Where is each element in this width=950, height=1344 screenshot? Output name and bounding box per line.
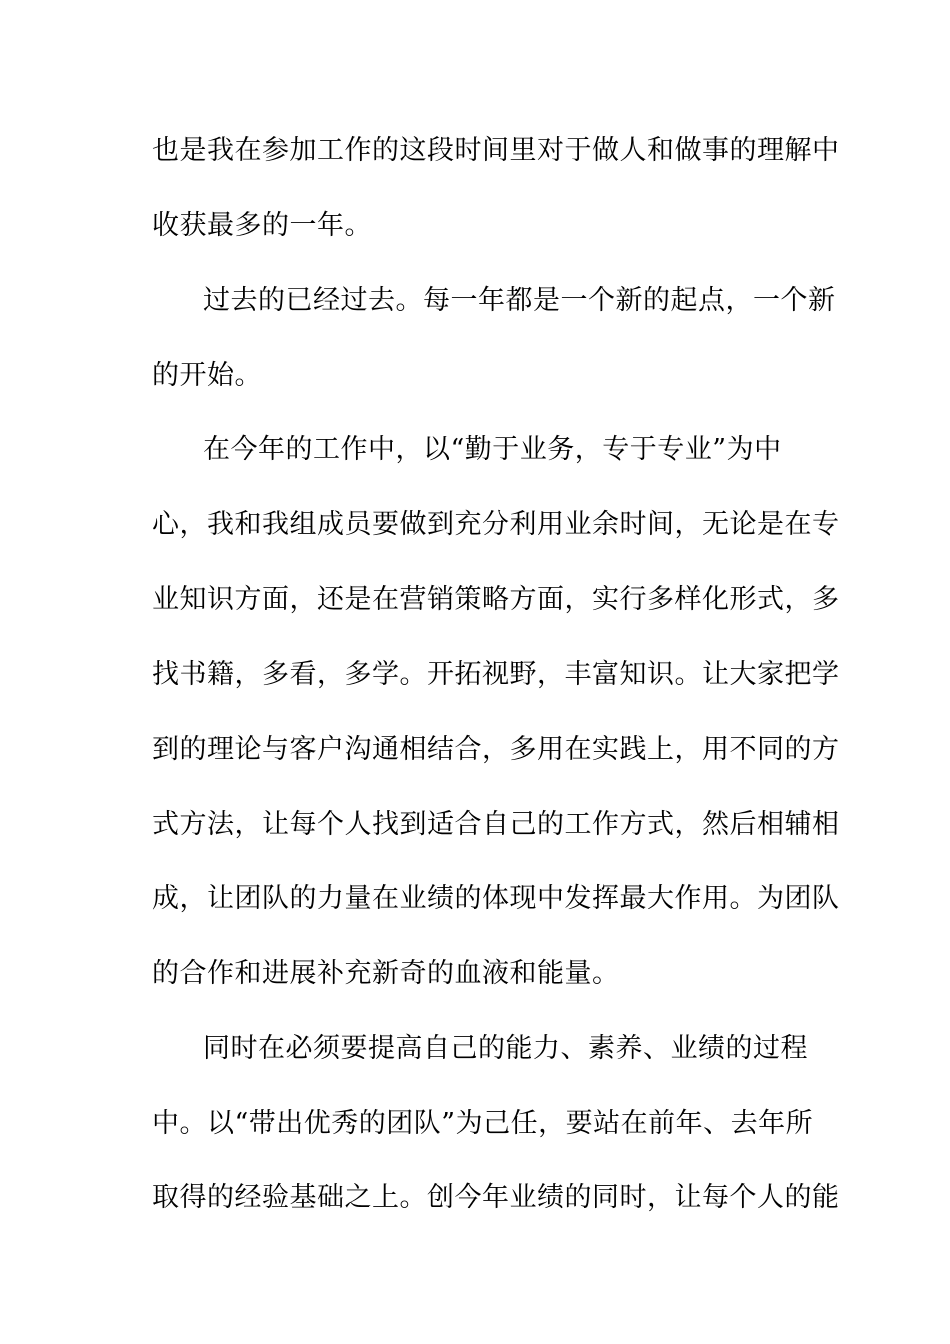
text-line: 的合作和进展补充新奇的血液和能量。 (152, 958, 620, 989)
text-line: 成，让团队的力量在业绩的体现中发挥最大作用。为团队 (152, 883, 840, 914)
text-line: 业知识方面，还是在营销策略方面，实行多样化形式，多 (152, 584, 840, 615)
text-line: 到的理论与客户沟通相结合，多用在实践上，用不同的方 (152, 734, 840, 765)
text-line: 找书籍，多看，多学。开拓视野，丰富知识。让大家把学 (152, 659, 840, 690)
text-line: 中。以“带出优秀的团队”为己任，要站在前年、去年所 (152, 1108, 814, 1139)
text-line: 式方法，让每个人找到适合自己的工作方式，然后相辅相 (152, 809, 840, 840)
text-line: 取得的经验基础之上。创今年业绩的同时，让每个人的能 (152, 1182, 840, 1213)
text-line: 心，我和我组成员要做到充分利用业余时间，无论是在专 (152, 509, 840, 540)
text-line: 收获最多的一年。 (152, 210, 372, 241)
paragraph-first-line: 过去的已经过去。每一年都是一个新的起点，一个新 (203, 285, 836, 316)
paragraph-first-line: 在今年的工作中，以“勤于业务，专于专业”为中 (203, 434, 782, 465)
text-line: 也是我在参加工作的这段时间里对于做人和做事的理解中 (152, 135, 840, 166)
paragraph-first-line: 同时在必须要提高自己的能力、素养、业绩的过程 (203, 1033, 808, 1064)
text-line: 的开始。 (152, 360, 262, 391)
